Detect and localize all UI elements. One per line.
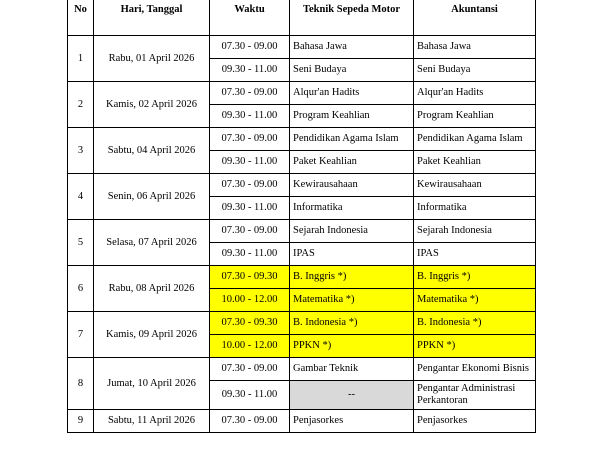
day-number: 9 xyxy=(68,410,94,433)
header-teknik-sepeda-motor: Teknik Sepeda Motor xyxy=(290,0,414,36)
day-number: 6 xyxy=(68,266,94,312)
slot-time: 07.30 - 09.30 xyxy=(210,266,290,289)
subject-tsm: Seni Budaya xyxy=(290,59,414,82)
subject-akuntansi: Pengantar Ekonomi Bisnis xyxy=(414,358,536,381)
slot-time: 09.30 - 11.00 xyxy=(210,59,290,82)
slot-time: 09.30 - 11.00 xyxy=(210,197,290,220)
subject-tsm: IPAS xyxy=(290,243,414,266)
subject-akuntansi: Kewirausahaan xyxy=(414,174,536,197)
table-row xyxy=(68,174,536,197)
subject-tsm: Pendidikan Agama Islam xyxy=(290,128,414,151)
day-number: 5 xyxy=(68,220,94,266)
slot-time: 07.30 - 09.00 xyxy=(210,220,290,243)
subject-tsm: Paket Keahlian xyxy=(290,151,414,174)
subject-akuntansi: Alqur'an Hadits xyxy=(414,82,536,105)
day-date: Kamis, 09 April 2026 xyxy=(94,312,210,358)
slot-time: 10.00 - 12.00 xyxy=(210,289,290,312)
slot-time: 09.30 - 11.00 xyxy=(210,105,290,128)
slot-time: 07.30 - 09.00 xyxy=(210,36,290,59)
table-row xyxy=(68,312,536,335)
subject-akuntansi: Pengantar Administrasi Perkantoran xyxy=(414,381,536,410)
day-date: Selasa, 07 April 2026 xyxy=(94,220,210,266)
subject-akuntansi: Matematika *) xyxy=(414,289,536,312)
subject-tsm: Informatika xyxy=(290,197,414,220)
subject-tsm: Alqur'an Hadits xyxy=(290,82,414,105)
table-row xyxy=(68,266,536,289)
subject-tsm: Matematika *) xyxy=(290,289,414,312)
subject-tsm: Kewirausahaan xyxy=(290,174,414,197)
day-number: 3 xyxy=(68,128,94,174)
subject-akuntansi: Program Keahlian xyxy=(414,105,536,128)
day-number: 1 xyxy=(68,36,94,82)
subject-akuntansi: Paket Keahlian xyxy=(414,151,536,174)
subject-tsm: Sejarah Indonesia xyxy=(290,220,414,243)
subject-tsm: Penjasorkes xyxy=(290,410,414,433)
exam-schedule-table xyxy=(67,0,536,433)
slot-time: 09.30 - 11.00 xyxy=(210,243,290,266)
day-date: Rabu, 01 April 2026 xyxy=(94,36,210,82)
table-row xyxy=(68,128,536,151)
table-row xyxy=(68,410,536,433)
subject-akuntansi: Penjasorkes xyxy=(414,410,536,433)
table-row xyxy=(68,36,536,59)
subject-akuntansi: Seni Budaya xyxy=(414,59,536,82)
subject-akuntansi: B. Indonesia *) xyxy=(414,312,536,335)
subject-tsm-empty: -- xyxy=(290,381,414,410)
day-number: 2 xyxy=(68,82,94,128)
day-date: Kamis, 02 April 2026 xyxy=(94,82,210,128)
slot-time: 09.30 - 11.00 xyxy=(210,381,290,410)
slot-time: 07.30 - 09.00 xyxy=(210,128,290,151)
subject-tsm: Gambar Teknik xyxy=(290,358,414,381)
slot-time: 07.30 - 09.30 xyxy=(210,312,290,335)
subject-akuntansi: PPKN *) xyxy=(414,335,536,358)
subject-akuntansi: Bahasa Jawa xyxy=(414,36,536,59)
subject-tsm: B. Inggris *) xyxy=(290,266,414,289)
day-number: 7 xyxy=(68,312,94,358)
slot-time: 07.30 - 09.00 xyxy=(210,174,290,197)
slot-time: 07.30 - 09.00 xyxy=(210,358,290,381)
subject-tsm: Program Keahlian xyxy=(290,105,414,128)
subject-akuntansi: Pendidikan Agama Islam xyxy=(414,128,536,151)
day-date: Sabtu, 04 April 2026 xyxy=(94,128,210,174)
header-day: Hari, Tanggal xyxy=(94,0,210,36)
slot-time: 07.30 - 09.00 xyxy=(210,82,290,105)
table-row xyxy=(68,358,536,381)
slot-time: 07.30 - 09.00 xyxy=(210,410,290,433)
header-no: No xyxy=(68,0,94,36)
subject-tsm: B. Indonesia *) xyxy=(290,312,414,335)
slot-time: 09.30 - 11.00 xyxy=(210,151,290,174)
subject-akuntansi: Sejarah Indonesia xyxy=(414,220,536,243)
header-akuntansi: Akuntansi xyxy=(414,0,536,36)
subject-akuntansi: B. Inggris *) xyxy=(414,266,536,289)
subject-akuntansi: IPAS xyxy=(414,243,536,266)
day-date: Sabtu, 11 April 2026 xyxy=(94,410,210,433)
table-row xyxy=(68,82,536,105)
header-row xyxy=(68,0,536,36)
subject-tsm: PPKN *) xyxy=(290,335,414,358)
table-row xyxy=(68,220,536,243)
subject-tsm: Bahasa Jawa xyxy=(290,36,414,59)
day-date: Jumat, 10 April 2026 xyxy=(94,358,210,410)
header-time: Waktu xyxy=(210,0,290,36)
day-number: 8 xyxy=(68,358,94,410)
day-number: 4 xyxy=(68,174,94,220)
slot-time: 10.00 - 12.00 xyxy=(210,335,290,358)
day-date: Senin, 06 April 2026 xyxy=(94,174,210,220)
subject-akuntansi: Informatika xyxy=(414,197,536,220)
day-date: Rabu, 08 April 2026 xyxy=(94,266,210,312)
